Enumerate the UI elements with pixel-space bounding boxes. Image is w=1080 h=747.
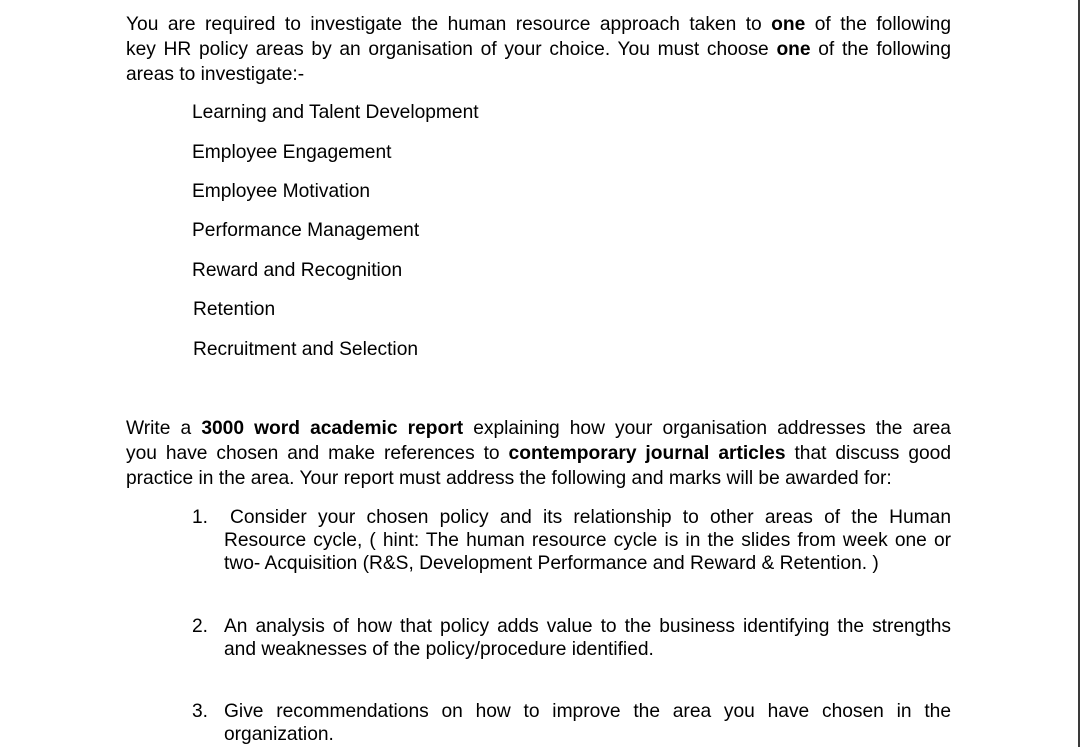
- requirement-body: [230, 506, 951, 529]
- requirement-line: Resource cycle, ( hint: The human resource cycle is in the slides from week one or: [224, 530, 951, 551]
- intro-line-3: areas to investigate:-: [126, 64, 305, 85]
- area-item-learning-talent: Learning and Talent Development: [192, 102, 479, 123]
- report-line-2: [126, 441, 951, 466]
- intro-text: of the following: [810, 39, 951, 60]
- intro-emphasis-one: one: [776, 39, 811, 60]
- requirement-line: two- Acquisition (R&S, Development Performance and Reward & Retention. ): [224, 553, 879, 574]
- area-item-motivation: Employee Motivation: [192, 181, 371, 202]
- requirement-number: 1.: [192, 507, 209, 528]
- requirement-line: Consider your chosen policy and its relationship to other areas of the Human: [230, 507, 951, 528]
- report-paragraph: [126, 416, 951, 491]
- report-line-1: [126, 416, 951, 441]
- report-text: you have chosen and make references to: [126, 443, 509, 464]
- intro-emphasis-one: one: [771, 14, 806, 35]
- intro-text: key HR policy areas by an organisation of your choice. You must choose: [126, 39, 777, 60]
- intro-text: of the following: [805, 14, 951, 35]
- requirement-number: 2.: [192, 616, 209, 637]
- requirement-line: and weaknesses of the policy/procedure identified.: [224, 639, 654, 660]
- requirement-line: organization.: [224, 724, 334, 745]
- requirement-body: [224, 615, 951, 661]
- report-line-3: practice in the area. Your report must address the following and marks will be awarded for:: [126, 468, 892, 489]
- intro-line-2: [126, 37, 951, 62]
- area-item-recruitment: Recruitment and Selection: [193, 339, 419, 360]
- area-item-retention: Retention: [193, 299, 276, 320]
- report-text: that discuss good: [785, 443, 951, 464]
- report-text: explaining how your organisation addresses the area: [463, 418, 951, 439]
- area-item-reward: Reward and Recognition: [192, 260, 403, 281]
- requirement-body-cont: [224, 529, 951, 575]
- report-emphasis-journals: contemporary journal articles: [508, 443, 786, 464]
- requirement-body: [224, 700, 951, 746]
- intro-paragraph: [126, 12, 951, 87]
- report-text: Write a: [126, 418, 202, 439]
- area-item-performance: Performance Management: [192, 220, 420, 241]
- area-item-engagement: Employee Engagement: [192, 142, 392, 163]
- intro-line-1: [126, 12, 951, 37]
- requirement-line: Give recommendations on how to improve the area you have chosen in the: [224, 701, 951, 722]
- requirement-number: 3.: [192, 701, 209, 722]
- intro-text: You are required to investigate the human resource approach taken to: [126, 14, 772, 35]
- requirement-line: An analysis of how that policy adds value to the business identifying the strengths: [224, 616, 951, 637]
- report-emphasis-word-count: 3000 word academic report: [201, 418, 464, 439]
